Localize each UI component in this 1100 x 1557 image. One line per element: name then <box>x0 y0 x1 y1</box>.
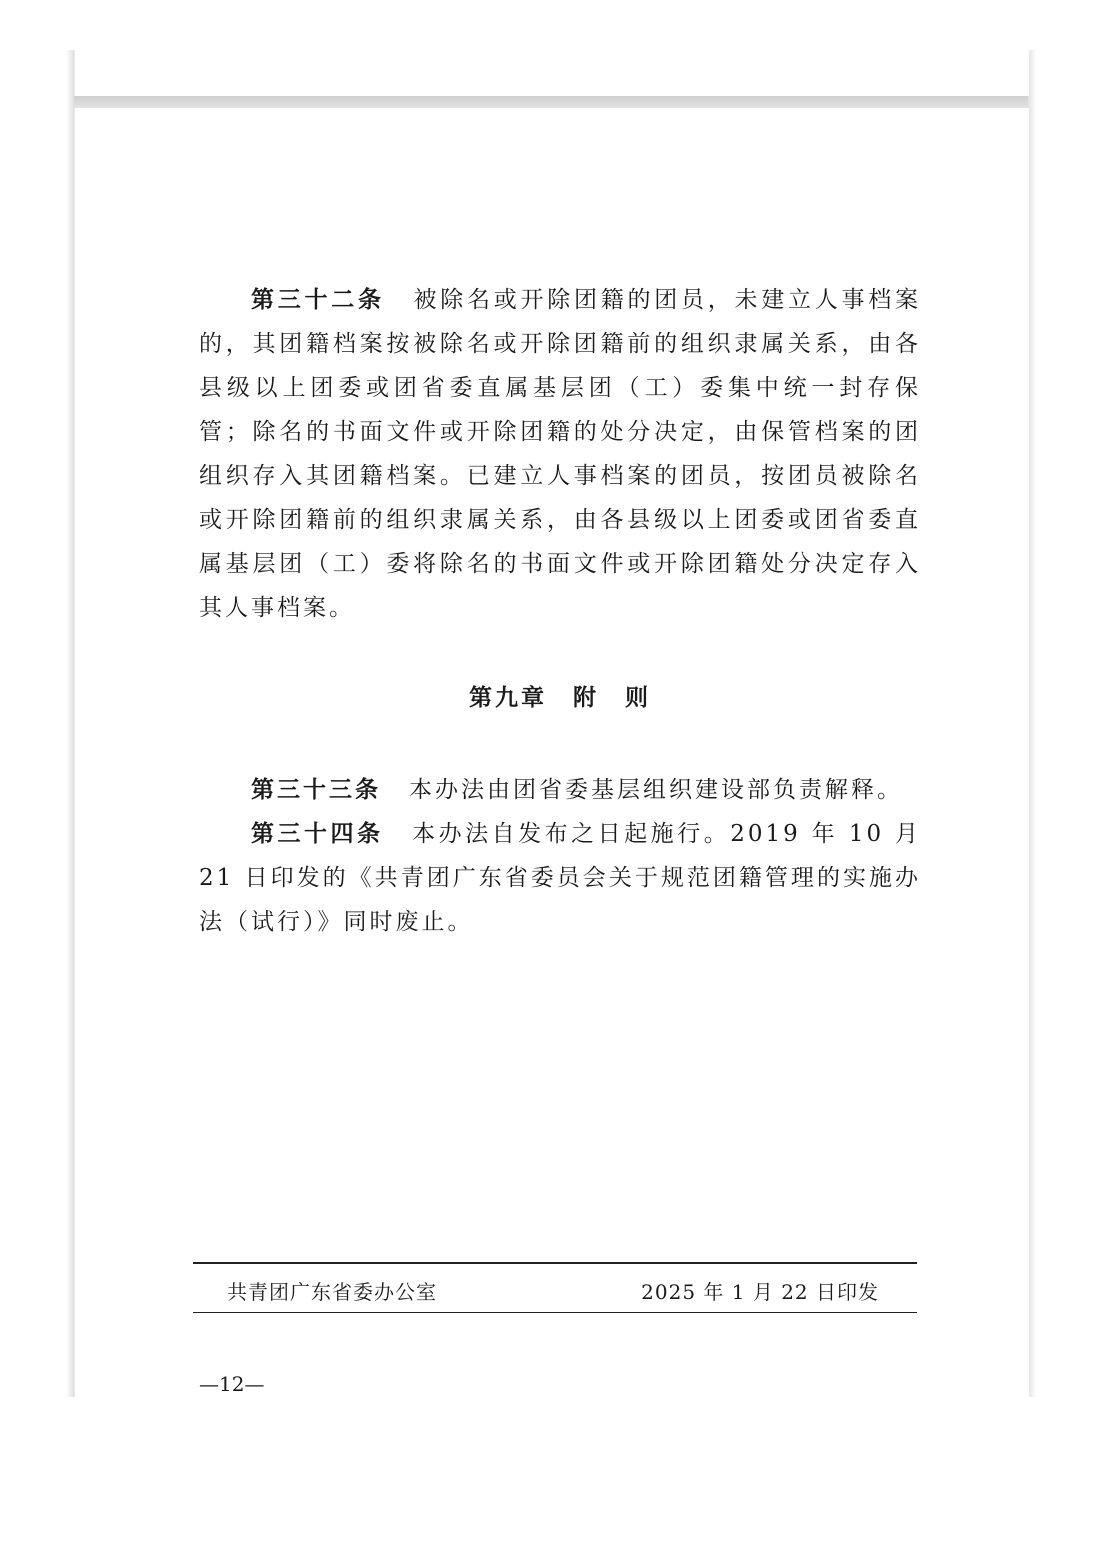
previous-page-bottom <box>74 50 1030 96</box>
chapter-title: 附 则 <box>573 685 651 711</box>
article-33-body: 本办法由团省委基层组织建设部负责解释。 <box>409 777 903 803</box>
page-content <box>199 278 921 944</box>
page-separator <box>74 96 1028 108</box>
issuance-footer <box>193 1262 917 1313</box>
article-32-body: 被除名或开除团籍的团员，未建立人事档案的，其团籍档案按被除名或开除团籍前的组织隶属关系，由各县级以上团委或团省委直属基层团（工）委集中统一封存保管；除名的书面文件或开除团籍的处分决定，由保管档案的团组织存入其团籍档案。已建立人事档案的团员，按团员被除名或开除团籍前的组织隶属关系，由各县级以上团委或团省委直属基层团（工）委将除名的书面文件或开除团籍处分决定存入其人事档案。 <box>199 287 921 621</box>
chapter-number: 第九章 <box>469 685 547 711</box>
article-32 <box>199 278 921 630</box>
document-page <box>74 108 1030 1397</box>
article-34-heading: 第三十四条 <box>251 821 384 847</box>
page-shadow-left <box>66 50 74 1397</box>
chapter-heading <box>199 676 921 720</box>
article-34 <box>199 812 921 944</box>
footer-issuer: 共青团广东省委办公室 <box>227 1280 437 1304</box>
article-34-body: 本办法自发布之日起施行。2019 年 10 月 21 日印发的《共青团广东省委员会关于规范团籍管理的实施办法（试行）》同时废止。 <box>199 821 922 935</box>
article-33-heading: 第三十三条 <box>251 777 381 803</box>
article-33 <box>199 768 921 812</box>
footer-date: 2025 年 1 月 22 日印发 <box>641 1280 879 1304</box>
page-number: —12— <box>199 1372 265 1396</box>
article-32-heading: 第三十二条 <box>251 287 385 313</box>
